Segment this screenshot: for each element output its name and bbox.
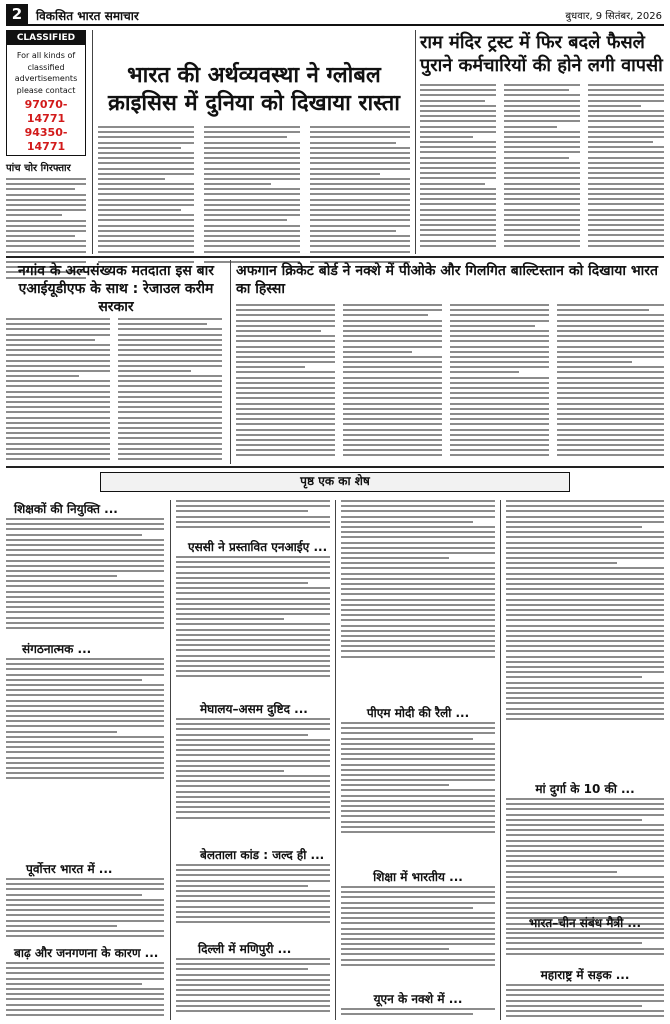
article-body bbox=[6, 658, 164, 783]
middle-left-body-col-2 bbox=[118, 318, 222, 463]
middle-right-body-col-4 bbox=[557, 304, 664, 460]
middle-right-body-col-2 bbox=[343, 304, 442, 460]
article-body bbox=[341, 722, 495, 836]
section-heading: शिक्षकों की नियुक्ति ... bbox=[14, 502, 118, 516]
column-rule bbox=[92, 30, 93, 254]
article-body bbox=[176, 864, 330, 926]
section-heading: पूर्वोत्तर भारत में ... bbox=[26, 862, 113, 876]
classified-phone-1: 97070-14771 bbox=[24, 98, 68, 126]
page-number: 2 bbox=[6, 4, 28, 24]
lead-body-col-1 bbox=[98, 126, 194, 266]
classified-box bbox=[6, 30, 86, 156]
middle-right-body-col-1 bbox=[236, 304, 335, 460]
section-heading: बाढ़ और जनगणना के कारण ... bbox=[14, 946, 159, 960]
article-body bbox=[506, 984, 664, 1020]
dateline: बुधवार, 9 सितंबर, 2026 bbox=[565, 11, 662, 22]
section-heading: बेलताला कांड : जल्द ही ... bbox=[200, 848, 325, 862]
classified-title: CLASSIFIED bbox=[7, 31, 85, 45]
article-body bbox=[176, 718, 330, 822]
article-body bbox=[6, 518, 164, 632]
article-body bbox=[341, 886, 495, 969]
article-body bbox=[506, 500, 664, 723]
middle-right-body-col-3 bbox=[450, 304, 549, 460]
top-right-body-col-1 bbox=[420, 84, 496, 250]
section-rule bbox=[6, 466, 664, 468]
newspaper-name: विकसित भारत समाचार bbox=[36, 9, 139, 23]
section-heading: मां दुर्गा के 10 की ... bbox=[535, 782, 635, 796]
column-rule bbox=[335, 500, 336, 1020]
column-rule bbox=[170, 500, 171, 1020]
classified-phone-2: 94350-14771 bbox=[24, 126, 68, 154]
top-right-body-col-2 bbox=[504, 84, 580, 250]
left-column-headline: पांच चोर गिरफ्तार bbox=[6, 163, 71, 174]
page-header bbox=[6, 4, 664, 26]
article-body bbox=[176, 556, 330, 681]
section-heading: दिल्ली में मणिपुरी ... bbox=[198, 942, 292, 956]
column-rule bbox=[500, 500, 501, 1020]
article-body bbox=[341, 1008, 495, 1018]
continued-banner: पृष्ठ एक का शेष bbox=[100, 472, 570, 492]
article-body bbox=[341, 500, 495, 661]
article-body bbox=[6, 878, 164, 940]
column-rule bbox=[415, 30, 416, 254]
article-body bbox=[6, 962, 164, 1019]
lead-headline: भारत की अर्थव्यवस्था ने ग्लोबल क्राइसिस में दुनिया को दिखाया रास्ता bbox=[108, 63, 400, 116]
column-rule bbox=[230, 260, 231, 464]
section-heading: भारत–चीन संबंध मैत्री ... bbox=[528, 916, 642, 930]
article-body bbox=[176, 500, 330, 531]
section-rule bbox=[6, 256, 664, 258]
top-right-headline: राम मंदिर ट्रस्ट में फिर बदले फैसले पुराने कर्मचारियों की होने लगी वापसी bbox=[420, 32, 663, 76]
classified-text: For all kinds of classified advertisements please contact bbox=[14, 51, 78, 95]
section-heading: मेघालय–असम दुष्टिद ... bbox=[200, 702, 308, 716]
section-heading: एससी ने प्रस्तावित एनआईए ... bbox=[188, 540, 328, 554]
top-right-body-col-3 bbox=[588, 84, 664, 250]
section-heading: संगठनात्मक ... bbox=[22, 642, 92, 656]
middle-left-headline: नगांव के अल्पसंख्यक मतदाता इस बार एआईयूडीएफ के साथ : रेजाउल करीम सरकार bbox=[17, 263, 215, 316]
article-body bbox=[176, 958, 330, 1015]
article-body bbox=[506, 932, 664, 958]
lead-body-col-3 bbox=[310, 126, 410, 266]
article-body bbox=[506, 798, 664, 933]
middle-left-body-col-1 bbox=[6, 318, 110, 463]
section-heading: महाराष्ट्र में सड़क ... bbox=[540, 968, 630, 982]
section-heading: यूएन के नक्शे में ... bbox=[373, 992, 463, 1006]
middle-right-headline: अफगान क्रिकेट बोर्ड ने नक्शे में पीओके और गिलगित बाल्टिस्तान को दिखाया भारत का हिस्सा bbox=[236, 263, 658, 298]
section-heading: पीएम मोदी की रैली ... bbox=[366, 706, 470, 720]
lead-body-col-2 bbox=[204, 126, 300, 266]
section-heading: शिक्षा में भारतीय ... bbox=[373, 870, 463, 884]
